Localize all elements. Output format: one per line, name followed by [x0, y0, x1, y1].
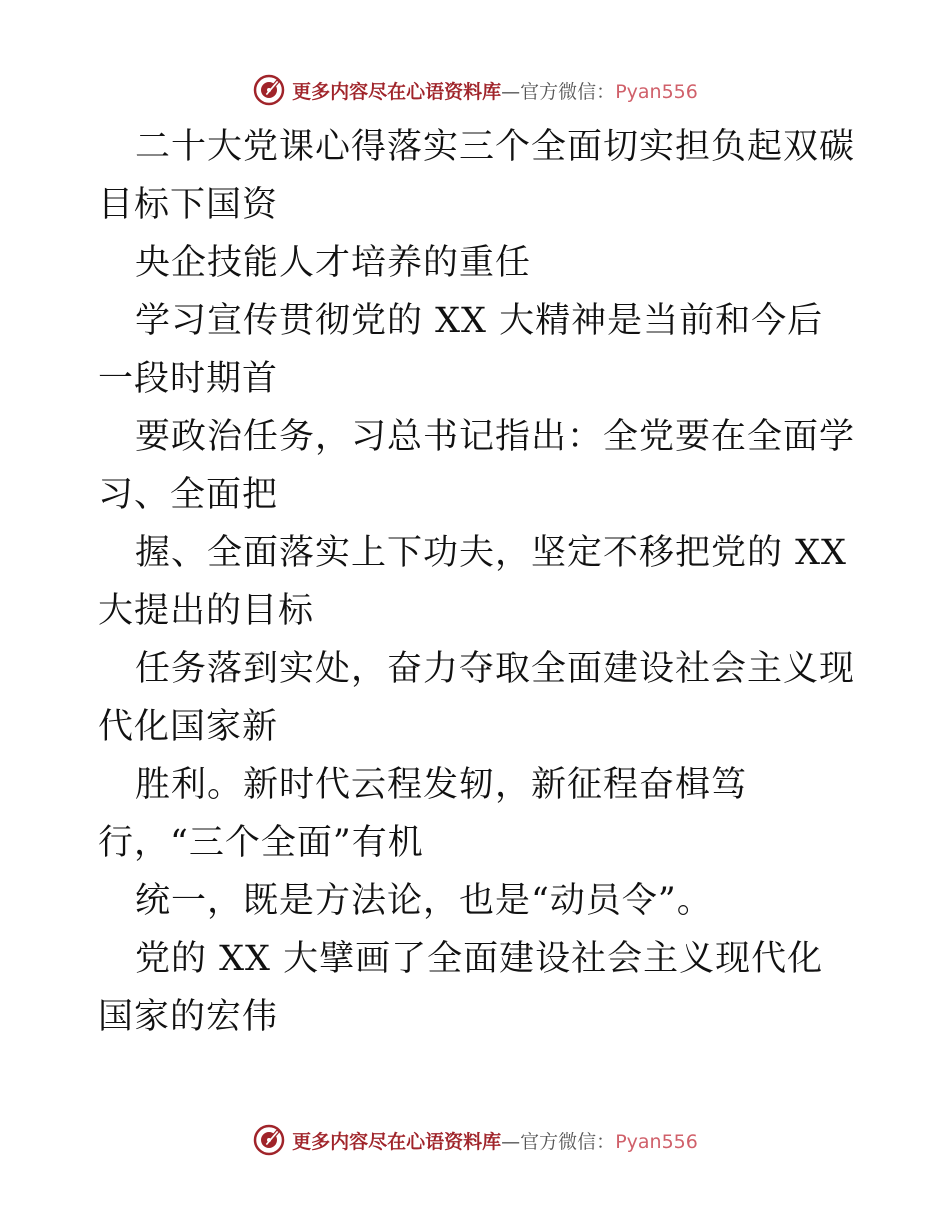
- paragraph: 胜利。新时代云程发轫，新征程奋楫笃行，“三个全面”有机: [98, 765, 748, 863]
- paragraph: 二十大党课心得落实三个全面切实担负起双碳目标下国资: [98, 127, 856, 225]
- paragraph: 央企技能人才培养的重任: [135, 243, 532, 283]
- paragraph: 学习宣传贯彻党的 XX 大精神是当前和今后一段时期首: [98, 301, 824, 399]
- paragraph: 要政治任务，习总书记指出：全党要在全面学习、全面把: [98, 417, 856, 515]
- paragraph: 党的 XX 大擘画了全面建设社会主义现代化国家的宏伟: [98, 939, 824, 1037]
- banner-text: 更多内容尽在心语资料库—官方微信：Pyan556: [292, 1130, 698, 1153]
- paragraph: 握、全面落实上下功夫，坚定不移把党的 XX 大提出的目标: [98, 533, 847, 631]
- brand-logo-icon: [252, 1123, 286, 1157]
- paragraph: 任务落到实处，奋力夺取全面建设社会主义现代化国家新: [98, 649, 856, 747]
- footer-banner: [0, 1120, 950, 1160]
- banner-text: 更多内容尽在心语资料库—官方微信：Pyan556: [292, 80, 698, 103]
- paragraph: 统一，既是方法论，也是“动员令”。: [135, 881, 713, 921]
- document-body: [98, 118, 858, 1046]
- brand-logo-icon: [252, 73, 286, 107]
- header-banner: [0, 70, 950, 110]
